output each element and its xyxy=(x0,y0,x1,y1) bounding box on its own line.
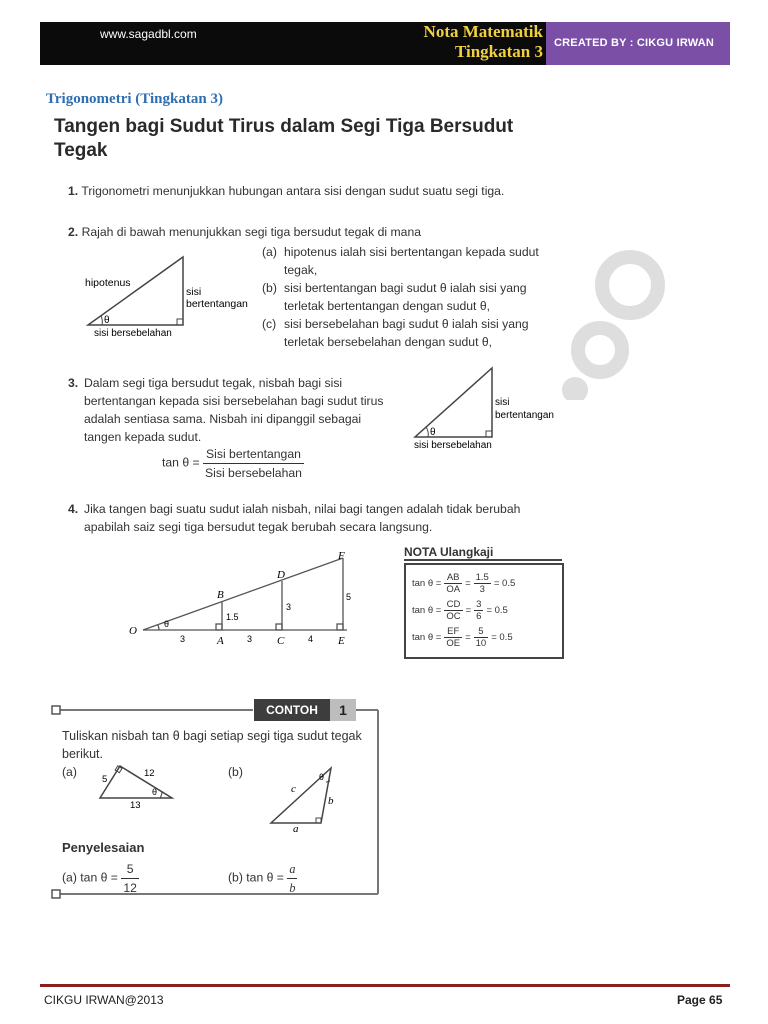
triangle-shape xyxy=(88,257,183,325)
solution-b-numerator: a xyxy=(287,860,297,879)
angle-theta: θ xyxy=(164,619,170,629)
point-a: A xyxy=(217,635,224,647)
label-theta: θ xyxy=(104,315,110,326)
side-b: b xyxy=(328,795,334,807)
hypotenuse-line xyxy=(143,558,343,630)
side-12: 12 xyxy=(144,768,155,779)
nota-row: tan θ = $\frac{CD}{OC}$ = $\frac{3}{6}$ = 0.5 xyxy=(412,599,508,622)
length-ef: 5 xyxy=(346,592,352,602)
footer-line xyxy=(40,984,730,987)
tan-formula-denominator: Sisi bersebelahan xyxy=(205,466,302,480)
tan-formula xyxy=(162,445,304,482)
nota-row: tan θ = $\frac{EF}{OE}$ = $\frac{5}{10}$ = 0.5 xyxy=(412,626,513,649)
item-2c: (c) sisi bersebelahan bagi sudut θ ialah sisi yang terletak bersebelahan dengan sudut θ, xyxy=(262,317,529,349)
item-4-text: Jika tangen bagi suatu sudut ialah nisbah, nilai bagi tangen adalah tidak berubah apabilah saiz segi tiga bersudut tegak berubah secara langsung. xyxy=(84,502,521,534)
right-angle-mark xyxy=(486,431,492,437)
label-hipotenus: hipotenus xyxy=(85,277,131,289)
section-title: Trigonometri (Tingkatan 3) xyxy=(46,91,223,107)
angle-theta: θ xyxy=(319,772,325,782)
point-e: E xyxy=(338,635,345,647)
item-1-text: Trigonometri menunjukkan hubungan antara sisi dengan sudut suatu segi tiga. xyxy=(81,184,505,198)
angle-theta: θ xyxy=(152,787,158,797)
point-d: D xyxy=(277,569,285,581)
item-1-number: 1. xyxy=(68,184,79,198)
watermark xyxy=(560,230,700,400)
solution-a-numerator: 5 xyxy=(121,860,139,879)
item-3-number: 3. xyxy=(68,376,79,390)
item-2 xyxy=(68,223,421,241)
length-ac: 3 xyxy=(247,634,253,644)
label-opposite-2: bertentangan xyxy=(186,298,248,310)
item-4-number: 4. xyxy=(68,502,79,516)
page-number: Page 65 xyxy=(677,993,723,1007)
item-3 xyxy=(68,374,398,446)
triangle-shape xyxy=(415,368,492,437)
side-c: c xyxy=(291,783,296,795)
angle-arc xyxy=(426,427,428,437)
contoh-tab: CONTOH xyxy=(254,699,330,721)
item-1 xyxy=(68,182,504,200)
label-opposite-1: sisi xyxy=(186,286,202,298)
angle-arc xyxy=(158,625,159,630)
point-f: F xyxy=(338,550,345,562)
point-o: O xyxy=(129,625,137,637)
side-5: 5 xyxy=(102,774,108,785)
header-created-by: CREATED BY : CIKGU IRWAN xyxy=(554,37,715,49)
header-title-line1: Nota Matematik xyxy=(423,22,543,41)
solution-b-denominator: b xyxy=(289,881,296,895)
side-13: 13 xyxy=(130,800,141,810)
solution-a-denominator: 12 xyxy=(123,881,137,895)
item-2a: (a) hipotenus ialah sisi bertentangan kepada sudut tegak, xyxy=(262,245,539,277)
label-theta: θ xyxy=(430,427,436,438)
figure-right-triangle-1 xyxy=(80,255,260,340)
contoh-figure-a xyxy=(92,760,187,810)
side-a: a xyxy=(293,823,299,835)
tan-formula-numerator: Sisi bertentangan xyxy=(203,445,304,464)
header-url: www.sagadbl.com xyxy=(100,27,197,41)
footer-author: CIKGU IRWAN@2013 xyxy=(44,993,164,1007)
nota-row: tan θ = $\frac{AB}{OA}$ = $\frac{1.5}{3}$ = 0.5 xyxy=(412,572,516,595)
item-2b: (b) sisi bertentangan bagi sudut θ ialah sisi yang terletak bertentangan dengan sudut θ, xyxy=(262,281,527,313)
nota-title: NOTA Ulangkaji xyxy=(404,545,494,559)
item-2-text: Rajah di bawah menunjukkan segi tiga bersudut tegak di mana xyxy=(81,225,421,239)
length-oa: 3 xyxy=(180,634,186,644)
angle-arc xyxy=(101,316,102,325)
label-opposite-2: bertentangan xyxy=(495,410,554,421)
label-adjacent: sisi bersebelahan xyxy=(94,328,172,339)
right-angle-a xyxy=(216,624,222,630)
length-ab: 1.5 xyxy=(226,612,239,622)
point-b: B xyxy=(217,589,224,601)
tan-formula-lhs: tan θ = xyxy=(162,455,200,470)
item-3-text: Dalam segi tiga bersudut tegak, nisbah bagi sisi bertentangan kepada sisi bersebelahan bagi sudut tirus adalah sentiasa sama. Nisbah ini dipanggil sebagai tangen kepada sudut. xyxy=(84,376,384,444)
contoh-figure-b xyxy=(265,760,340,835)
nota-rows xyxy=(406,565,562,651)
figure-similar-triangles xyxy=(125,548,360,648)
item-2-list xyxy=(262,243,562,351)
header-title-line2: Tingkatan 3 xyxy=(454,42,543,61)
right-angle-e xyxy=(337,624,343,630)
solution-title: Penyelesaian xyxy=(62,840,145,855)
contoh-b-label: (b) xyxy=(228,765,243,779)
label-adjacent: sisi bersebelahan xyxy=(414,440,492,451)
length-ce: 4 xyxy=(308,634,314,644)
right-angle-c xyxy=(276,624,282,630)
item-4 xyxy=(68,500,568,536)
contoh-a-label: (a) xyxy=(62,765,77,779)
label-opposite-1: sisi xyxy=(495,397,510,408)
nota-divider xyxy=(404,559,562,561)
figure-right-triangle-2 xyxy=(410,365,570,455)
length-cd: 3 xyxy=(286,602,292,612)
header-title xyxy=(408,22,543,62)
nota-box xyxy=(404,563,564,659)
solution-b: (b) tan θ = $\frac{a}{b}$ xyxy=(228,862,296,895)
point-c: C xyxy=(277,635,285,647)
contoh-number: 1 xyxy=(330,699,356,721)
page-title: Tangen bagi Sudut Tirus dalam Segi Tiga Bersudut Tegak xyxy=(54,116,514,161)
solution-a: (a) tan θ = $\frac{5}{12}$ xyxy=(62,862,137,895)
right-angle-mark xyxy=(177,319,183,325)
item-2-number: 2. xyxy=(68,225,79,239)
contoh-question: Tuliskan nisbah tan θ bagi setiap segi tiga sudut tegak berikut. xyxy=(62,729,362,761)
